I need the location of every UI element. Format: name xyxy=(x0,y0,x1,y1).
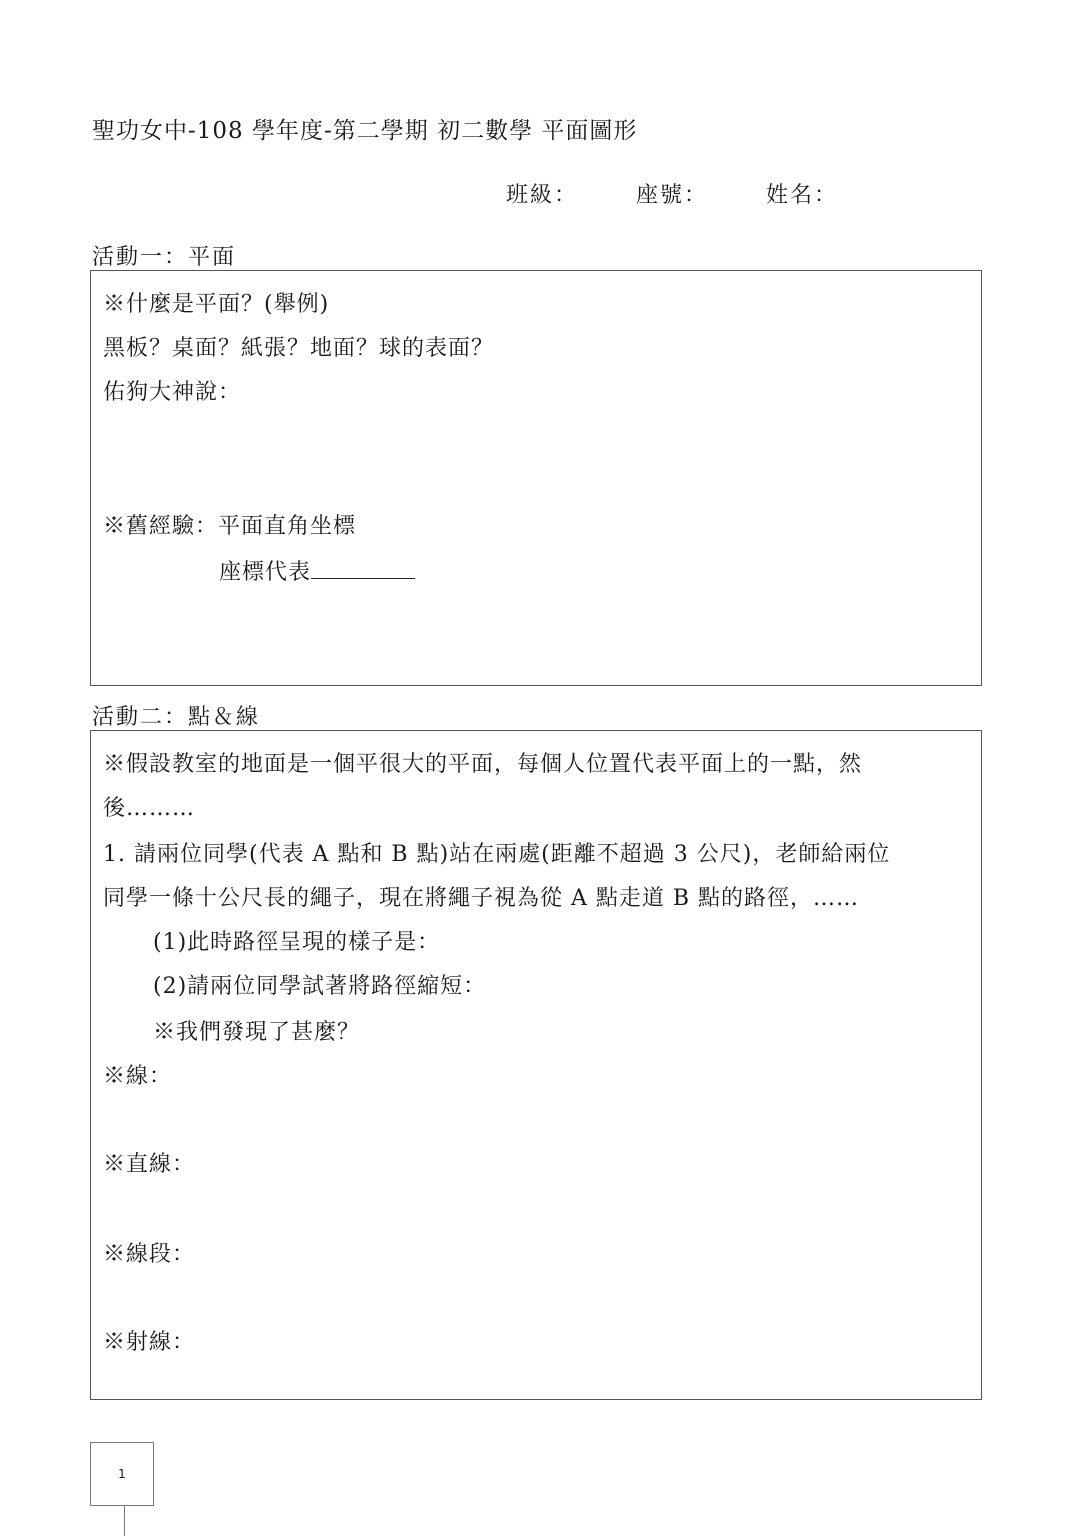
activity2-line: ※線： xyxy=(103,1064,173,1089)
activity2-line: ※線段： xyxy=(103,1242,196,1267)
coordinate-prompt-label: 座標代表 xyxy=(219,560,312,585)
page-title: 聖功女中-108 學年度-第二學期 初二數學 平面圖形 xyxy=(92,118,638,144)
activity2-line: ※射線： xyxy=(103,1330,196,1355)
answer-blank xyxy=(311,558,415,579)
activity1-line: ※舊經驗：平面直角坐標 xyxy=(103,514,357,539)
activity1-line: 黑板？桌面？紙張？地面？球的表面？ xyxy=(103,336,495,361)
class-label: 班級： xyxy=(506,183,579,208)
activity2-label: 活動二：點＆線 xyxy=(92,705,261,730)
activity2-line: 同學一條十公尺長的繩子，現在將繩子視為從 A 點走道 B 點的路徑，…… xyxy=(103,886,860,911)
activity2-line: ※直線： xyxy=(103,1152,196,1177)
page-number xyxy=(90,1442,154,1506)
seat-label: 座號： xyxy=(636,183,709,208)
activity2-line: (2)請兩位同學試著將路徑縮短： xyxy=(153,974,487,999)
activity2-line: (1)此時路徑呈現的樣子是： xyxy=(153,930,441,955)
activity2-line: ※假設教室的地面是一個平很大的平面，每個人位置代表平面上的一點，然 xyxy=(103,752,863,777)
name-label: 姓名： xyxy=(766,183,839,208)
activity1-label: 活動一：平面 xyxy=(92,245,237,270)
activity2-line: 後……… xyxy=(103,796,196,821)
activity1-line: ※什麼是平面？(舉例) xyxy=(103,292,330,317)
activity1-line: 佑狗大神說： xyxy=(103,380,242,405)
activity2-box xyxy=(90,730,982,1400)
activity2-line: 1. 請兩位同學(代表 A 點和 B 點)站在兩處(距離不超過 3 公尺)，老師給兩位 xyxy=(103,842,891,867)
page-number-stem xyxy=(124,1506,125,1536)
activity1-box xyxy=(90,270,982,686)
page-number-text: 1 xyxy=(118,1467,126,1481)
coordinate-prompt xyxy=(219,555,415,586)
activity2-line: ※我們發現了甚麼？ xyxy=(153,1020,361,1045)
